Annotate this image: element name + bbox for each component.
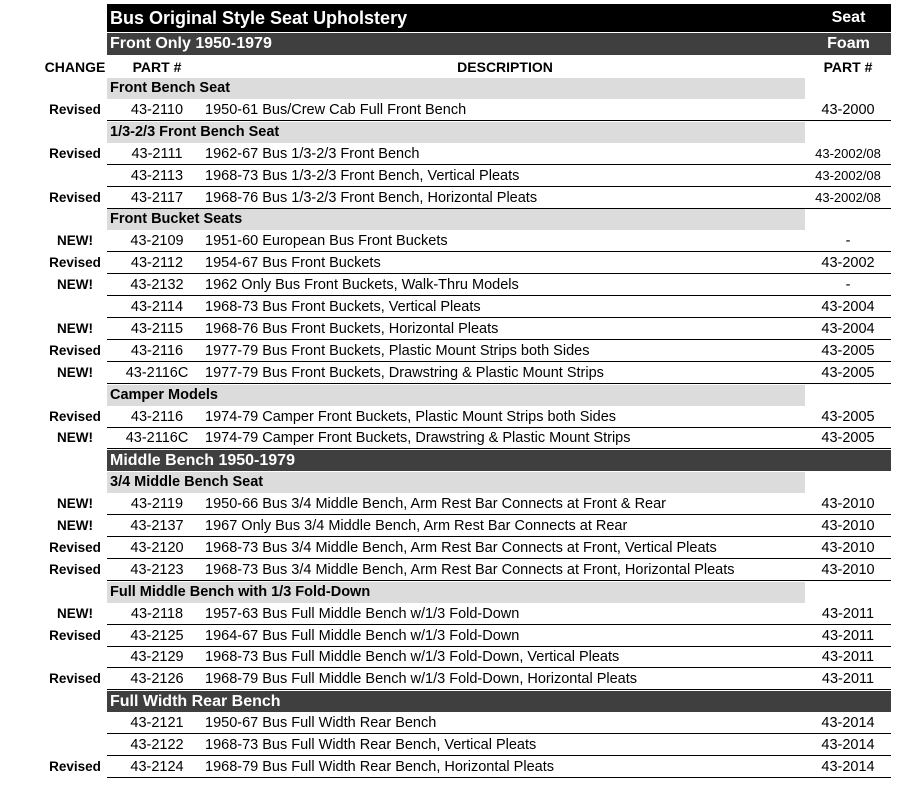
change-status: Revised (49, 189, 101, 205)
foam-part-number: 43-2010 (821, 518, 875, 534)
part-description: 1977-79 Bus Front Buckets, Drawstring & Plastic Mount Strips (205, 364, 604, 381)
part-number: 43-2123 (130, 561, 184, 578)
foam-part-number: 43-2002/08 (815, 145, 881, 161)
part-description: 1954-67 Bus Front Buckets (205, 255, 381, 272)
part-number: 43-2119 (130, 496, 184, 513)
change-status: Revised (49, 561, 101, 577)
change-status: NEW! (57, 277, 93, 293)
table-row (0, 274, 918, 296)
row-divider (107, 580, 891, 581)
part-number: 43-2116C (125, 430, 189, 447)
change-status: Revised (49, 758, 101, 774)
foam-part-number: 43-2011 (821, 671, 875, 688)
table-row (0, 340, 918, 362)
part-number: 43-2117 (130, 189, 184, 206)
part-description: 1967 Only Bus 3/4 Middle Bench, Arm Rest Bar Connects at Rear (205, 518, 628, 534)
part-number: 43-2109 (130, 233, 184, 250)
part-number: 43-2120 (130, 539, 184, 556)
change-status: NEW! (57, 496, 93, 512)
part-description: 1950-61 Bus/Crew Cab Full Front Bench (205, 101, 467, 118)
change-status: Revised (49, 342, 101, 358)
section-heading-bar (107, 78, 805, 99)
table-row (0, 230, 918, 252)
description-column-header: DESCRIPTION (457, 59, 553, 75)
part-number: 43-2116 (130, 342, 184, 359)
part-description: 1974-79 Camper Front Buckets, Plastic Mount Strips both Sides (205, 408, 617, 425)
part-description: 1968-73 Bus Full Middle Bench w/1/3 Fold-Down, Vertical Pleats (205, 649, 620, 666)
foam-part-number: 43-2010 (821, 561, 875, 578)
change-status (30, 165, 120, 187)
foam-part-column-header: PART # (823, 59, 873, 75)
foam-part-number: 43-2014 (821, 737, 875, 753)
change-status: NEW! (57, 320, 93, 336)
foam-part-number: - (845, 233, 851, 250)
part-description: 1968-76 Bus Front Buckets, Horizontal Pleats (205, 320, 499, 337)
foam-part-number: 43-2002/08 (815, 167, 881, 183)
foam-part-number: 43-2005 (821, 430, 875, 447)
section-heading: Camper Models (110, 386, 218, 403)
part-number: 43-2126 (130, 671, 184, 688)
row-divider (107, 120, 891, 121)
page-subtitle: Front Only 1950-1979 (110, 35, 272, 52)
row-divider (107, 208, 891, 209)
foam-part-number: 43-2011 (821, 649, 875, 666)
table-row (0, 165, 918, 187)
part-description: 1968-73 Bus Front Buckets, Vertical Pleats (205, 299, 481, 315)
section-heading-bar (107, 472, 805, 493)
table-row (0, 625, 918, 647)
part-column-header: PART # (132, 59, 182, 75)
table-row (0, 493, 918, 515)
change-status (30, 734, 120, 756)
part-number: 43-2112 (130, 255, 184, 272)
subtitle-bar (107, 33, 891, 55)
part-number: 43-2124 (130, 758, 184, 775)
table-row (0, 734, 918, 756)
section-heading-bar (107, 122, 805, 143)
change-status: Revised (49, 255, 101, 271)
change-status: Revised (49, 539, 101, 555)
part-number: 43-2121 (130, 715, 184, 732)
major-section-bar (107, 691, 891, 712)
change-status: NEW! (57, 605, 93, 621)
part-number: 43-2118 (130, 605, 184, 622)
part-number: 43-2115 (130, 320, 184, 337)
foam-part-number: 43-2002/08 (815, 189, 881, 205)
change-status (30, 296, 120, 318)
part-description: 1968-73 Bus 3/4 Middle Bench, Arm Rest Bar Connects at Front, Vertical Pleats (205, 539, 717, 556)
foam-part-number: 43-2004 (821, 320, 875, 337)
part-description: 1977-79 Bus Front Buckets, Plastic Mount Strips both Sides (205, 342, 590, 359)
foam-part-number: 43-2014 (821, 758, 875, 775)
part-description: 1968-76 Bus 1/3-2/3 Front Bench, Horizontal Pleats (205, 189, 538, 206)
foam-part-number: 43-2005 (821, 364, 875, 381)
table-row (0, 252, 918, 274)
part-number: 43-2129 (130, 649, 184, 666)
major-section-title: Full Width Rear Bench (110, 693, 281, 711)
foam-column-subtitle: Foam (827, 35, 870, 52)
row-divider (107, 383, 891, 384)
part-number: 43-2113 (130, 167, 184, 184)
part-number: 43-2116 (130, 408, 184, 425)
table-row (0, 362, 918, 384)
change-status: NEW! (57, 518, 93, 533)
table-row (0, 646, 918, 668)
table-row (0, 318, 918, 340)
table-row (0, 756, 918, 778)
part-description: 1962 Only Bus Front Buckets, Walk-Thru Models (205, 277, 519, 294)
change-column-header: CHANGE (44, 59, 106, 75)
change-status (30, 712, 120, 734)
part-number: 43-2114 (130, 299, 184, 315)
part-number: 43-2110 (130, 101, 184, 118)
change-status: Revised (49, 145, 101, 161)
part-description: 1950-67 Bus Full Width Rear Bench (205, 715, 437, 732)
part-number: 43-2122 (130, 737, 184, 753)
section-heading: 3/4 Middle Bench Seat (110, 474, 264, 491)
foam-part-number: 43-2014 (821, 715, 875, 732)
change-status (30, 646, 120, 668)
section-heading: Full Middle Bench with 1/3 Fold-Down (110, 583, 371, 600)
page-title: Bus Original Style Seat Upholstery (110, 8, 408, 28)
table-row (0, 559, 918, 581)
major-section-bar (107, 450, 891, 471)
part-description: 1957-63 Bus Full Middle Bench w/1/3 Fold-Down (205, 605, 520, 622)
foam-part-number: 43-2005 (821, 408, 875, 425)
part-description: 1968-73 Bus 3/4 Middle Bench, Arm Rest Bar Connects at Front, Horizontal Pleats (205, 561, 735, 578)
change-status: NEW! (57, 233, 93, 249)
section-heading: 1/3-2/3 Front Bench Seat (110, 123, 280, 140)
part-description: 1974-79 Camper Front Buckets, Drawstring & Plastic Mount Strips (205, 430, 631, 447)
section-heading: Front Bucket Seats (110, 211, 243, 228)
section-heading-bar (107, 582, 805, 603)
foam-part-number: - (845, 277, 851, 294)
foam-part-number: 43-2010 (821, 496, 875, 513)
section-heading-bar (107, 385, 805, 406)
section-heading-bar (107, 209, 805, 230)
change-status: Revised (49, 408, 101, 424)
table-row (0, 296, 918, 318)
table-row (0, 712, 918, 734)
part-number: 43-2137 (130, 518, 184, 534)
foam-part-number: 43-2005 (821, 342, 875, 359)
part-number: 43-2132 (130, 277, 184, 294)
change-status: NEW! (57, 364, 93, 380)
foam-part-number: 43-2002 (821, 255, 875, 272)
row-divider (107, 777, 891, 778)
part-description: 1968-73 Bus Full Width Rear Bench, Vertical Pleats (205, 737, 537, 753)
major-section-title: Middle Bench 1950-1979 (110, 452, 295, 470)
foam-part-number: 43-2010 (821, 539, 875, 556)
foam-part-number: 43-2000 (821, 101, 875, 118)
part-number: 43-2125 (130, 627, 184, 644)
part-description: 1964-67 Bus Full Middle Bench w/1/3 Fold-Down (205, 627, 520, 644)
table-row (0, 537, 918, 559)
table-row (0, 406, 918, 428)
title-bar (107, 4, 891, 32)
part-number: 43-2111 (131, 145, 183, 162)
foam-column-title: Seat (831, 9, 866, 26)
part-description: 1968-73 Bus 1/3-2/3 Front Bench, Vertical Pleats (205, 167, 520, 184)
part-description: 1950-66 Bus 3/4 Middle Bench, Arm Rest Bar Connects at Front & Rear (205, 496, 667, 513)
table-row (0, 603, 918, 625)
part-description: 1951-60 European Bus Front Buckets (205, 233, 448, 250)
part-number: 43-2116C (125, 364, 189, 381)
table-row (0, 187, 918, 209)
change-status: Revised (49, 671, 101, 687)
table-row (0, 427, 918, 449)
table-row (0, 515, 918, 537)
change-status: NEW! (57, 430, 93, 446)
foam-part-number: 43-2011 (821, 627, 875, 644)
table-row (0, 668, 918, 690)
foam-part-number: 43-2011 (821, 605, 875, 622)
section-heading: Front Bench Seat (110, 80, 231, 96)
change-status: Revised (49, 101, 101, 117)
foam-part-number: 43-2004 (821, 299, 875, 315)
part-description: 1968-79 Bus Full Width Rear Bench, Horizontal Pleats (205, 758, 554, 775)
table-row (0, 143, 918, 165)
change-status: Revised (49, 627, 101, 643)
part-description: 1962-67 Bus 1/3-2/3 Front Bench (205, 145, 420, 162)
row-divider (107, 689, 891, 690)
part-description: 1968-79 Bus Full Middle Bench w/1/3 Fold-Down, Horizontal Pleats (205, 671, 637, 688)
row-divider (107, 448, 891, 449)
table-row (0, 99, 918, 121)
